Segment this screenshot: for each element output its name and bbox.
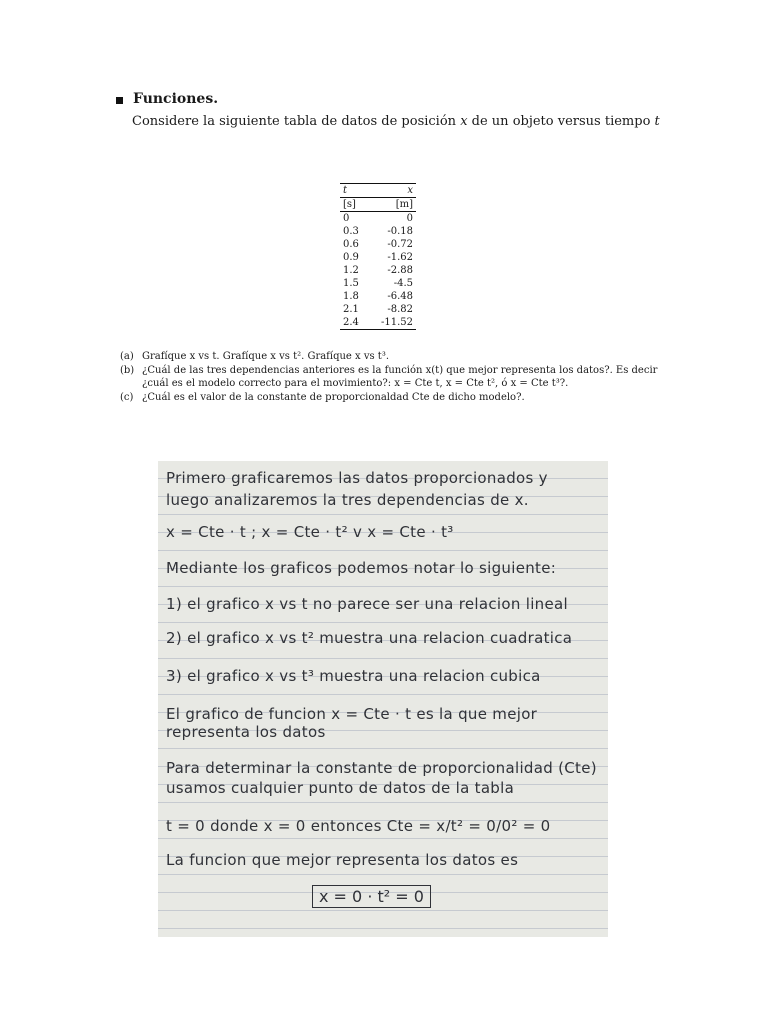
handwritten-line: t = 0 donde x = 0 entonces Cte = x/t² = 0/0² = 0 [166,817,551,835]
data-table [340,183,416,330]
section-heading [116,91,218,107]
table-row: 0.6 -0.72 [343,239,413,250]
handwritten-line: 2) el grafico x vs t² muestra una relacion cuadratica [166,629,573,647]
question-b: (b) ¿Cuál de las tres dependencias anteriores es la función x(t) que mejor representa los datos?. Es decir ¿cuál es el modelo correcto para el movimiento?: x = Cte t, x = Cte t², ó x = Cte t³?. [120,365,658,389]
table-row: 2.1 -8.82 [343,304,413,315]
table-row: 1.8 -6.48 [343,291,413,302]
unit-t: [s] [340,198,368,212]
intro-text: Considere la siguiente tabla de datos de posición x de un objeto versus tiempo t [132,114,660,129]
unit-x: [m] [368,198,416,212]
table-row: 1.5 -4.5 [343,278,413,289]
table-row: 0.3 -0.18 [343,226,413,237]
handwritten-line: La funcion que mejor representa los datos es [166,851,519,869]
header-x: x [368,184,416,198]
header-t: t [340,184,368,198]
handwritten-line: Mediante los graficos podemos notar lo siguiente: [166,559,557,577]
handwritten-line: El grafico de funcion x = Cte · t es la que mejor [166,705,538,723]
section-title: Funciones. [133,91,219,107]
handwritten-line: usamos cualquier punto de datos de la tabla [166,779,515,797]
table-row: 2.4 -11.52 [340,316,416,330]
handwritten-line: luego analizaremos la tres dependencias de x. [166,491,529,509]
boxed-answer: x = 0 · t² = 0 [312,885,431,908]
bullet-icon [116,97,123,104]
handwritten-line: 1) el grafico x vs t no parece ser una relacion lineal [166,595,568,613]
table-row: 0 0 [343,213,413,224]
table-row: 1.2 -2.88 [343,265,413,276]
handwritten-line: representa los datos [166,723,326,741]
table-row: 0.9 -1.62 [343,252,413,263]
question-c: (c) ¿Cuál es el valor de la constante de proporcionaldad Cte de dicho modelo?. [120,392,525,403]
handwritten-line: x = Cte · t ; x = Cte · t² v x = Cte · t³ [166,523,454,541]
handwritten-line: Primero graficaremos las datos proporcionados y [166,469,548,487]
question-list [120,350,660,405]
question-a: (a) Grafíque x vs t. Grafíque x vs t². Grafíque x vs t³. [120,351,390,362]
handwritten-line: Para determinar la constante de proporcionalidad (Cte) [166,759,597,777]
handwritten-answer-photo [158,461,608,937]
handwritten-line: 3) el grafico x vs t³ muestra una relacion cubica [166,667,541,685]
